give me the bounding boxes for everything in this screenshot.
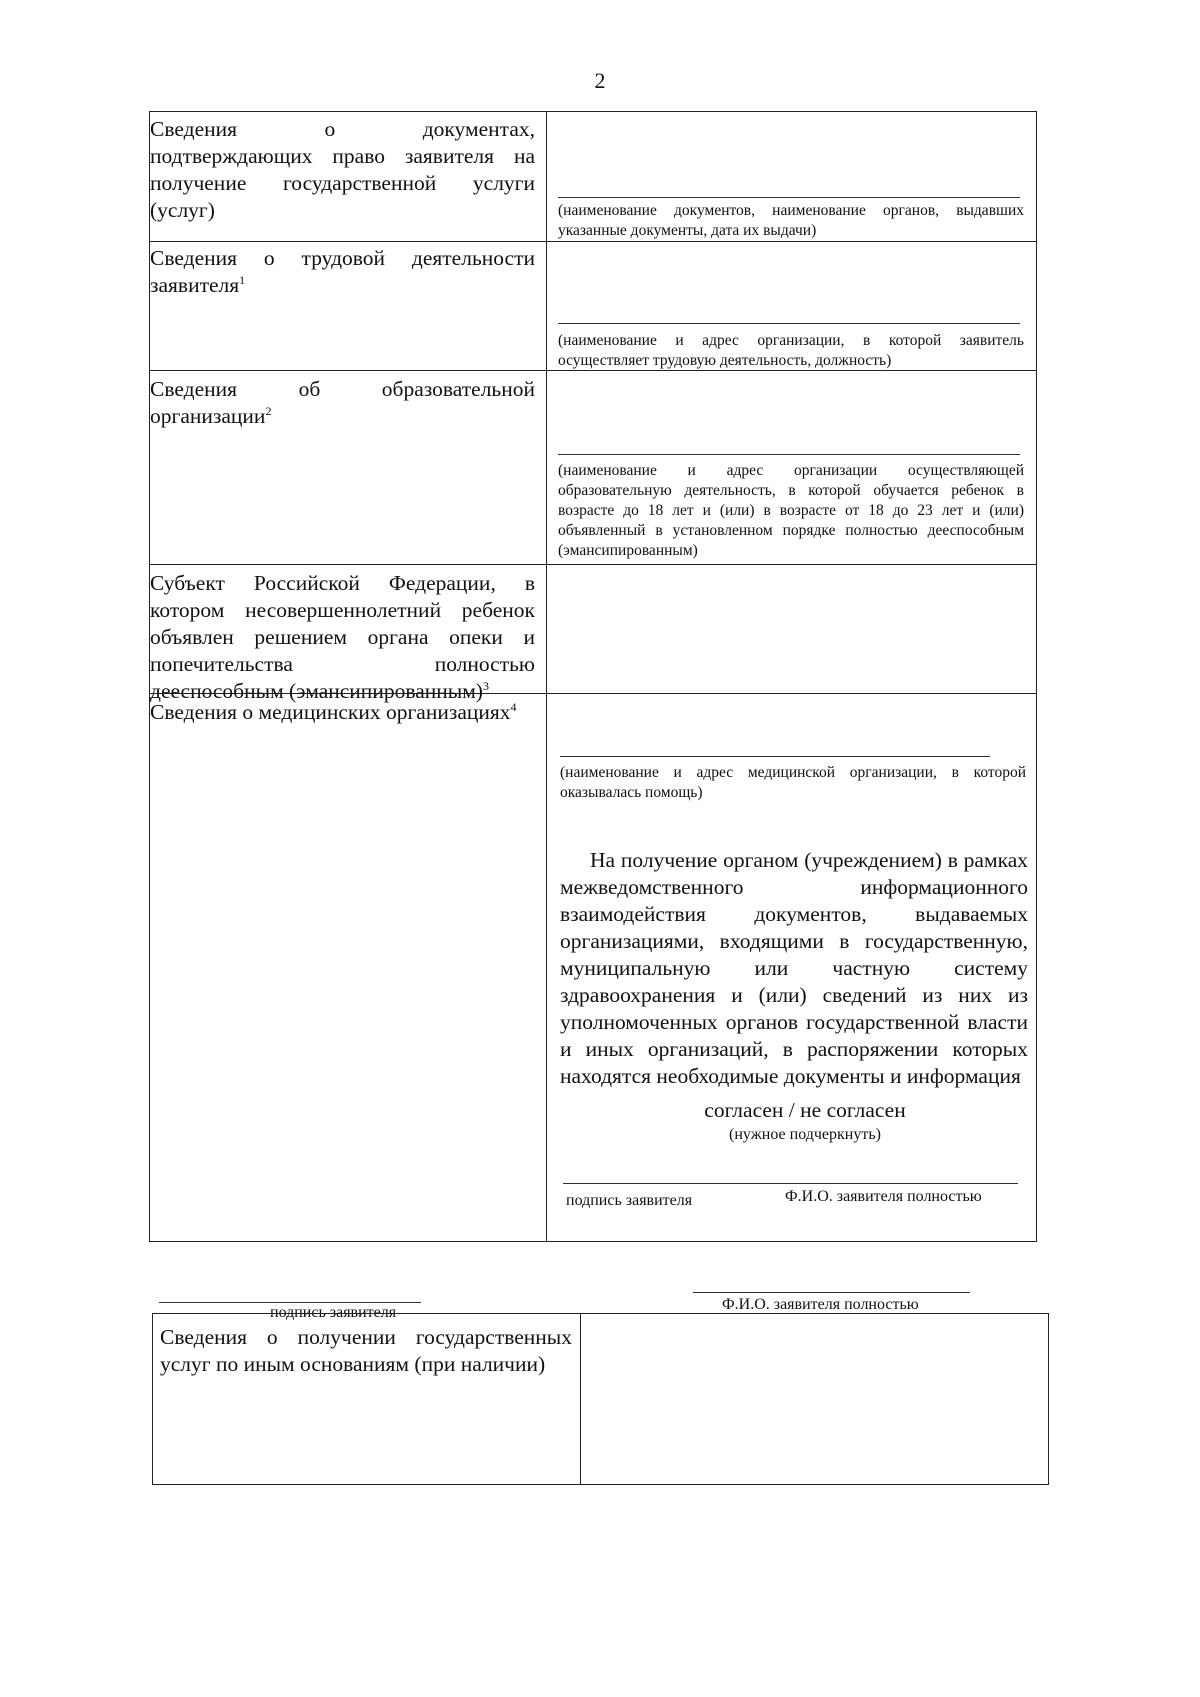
row-divider [149,241,1037,242]
bottom-name-line[interactable] [693,1292,970,1293]
consent-name-label: Ф.И.О. заявителя полностью [785,1188,982,1205]
consent-signature-line[interactable] [563,1183,1018,1184]
row-label-text: Сведения о медицинских организациях [150,700,511,724]
footnote-marker: 4 [510,699,517,714]
row-label-emancipation-region [150,570,535,705]
row-label-text: Сведения об образовательной организации [150,377,535,428]
caption-education: (наименование и адрес организации осуществляющей образовательную деятельность, в которой обучается ребенок в возрасте до 18 лет и (или) в возрасте от 18 до 23 лет и (или) объявленный в установленном порядке полностью дееспособным (эмансипированным) [558,462,1024,559]
bottom-name-label: Ф.И.О. заявителя полностью [722,1296,919,1313]
row-label-employment [150,245,535,299]
row-label-text: Сведения о трудовой деятельности заявителя [150,246,535,297]
page-number: 2 [594,68,606,93]
fill-line-medical[interactable] [560,756,990,757]
bottom-signature-label: подпись заявителя [270,1304,397,1321]
row-divider [149,564,1037,565]
consent-choice-hint: (нужное подчеркнуть) [729,1126,881,1143]
main-table-column-divider [546,111,547,1242]
consent-choice[interactable]: согласен / не согласен [704,1098,906,1122]
row-label-documents [150,116,535,224]
footnote-marker: 3 [482,678,489,693]
caption-employment: (наименование и адрес организации, в которой заявитель осуществляет трудовую деятельность, должность) [558,332,1024,369]
fill-line-education[interactable] [558,454,1020,455]
row-label-text: Сведения о документах, подтверждающих право заявителя на получение государственной услуги (услуг) [150,117,535,222]
row-label-text: Субъект Российской Федерации, в котором несовершеннолетний ребенок объявлен решением органа опеки и попечительства полностью дееспособным (эмансипированным) [150,571,535,703]
caption-documents: (наименование документов, наименование органов, выдавших указанные документы, дата их выдачи) [558,202,1024,239]
footnote-marker: 1 [239,272,246,287]
consent-signature-label: подпись заявителя [566,1192,693,1209]
footnote-marker: 2 [265,403,272,418]
consent-text: На получение органом (учреждением) в рамках межведомственного информационного взаимодействия документов, выдаваемых организациями, входящими в государственную, муниципальную или частную систему здравоохранения и (или) сведений из них из уполномоченных органов государственной власти и иных организаций, в распоряжении которых находятся необходимые документы и информация [560,848,1028,1088]
bottom-table-column-divider [580,1313,581,1485]
fill-line-employment[interactable] [558,323,1020,324]
row-label-medical [150,699,545,726]
row-label-other-services: Сведения о получении государственных услуг по иным основаниям (при наличии) [160,1325,572,1376]
caption-medical: (наименование и адрес медицинской организации, в которой оказывалась помощь) [560,764,1026,801]
row-label-education [150,376,535,430]
fill-line-documents[interactable] [558,197,1020,198]
bottom-signature-line[interactable] [159,1302,421,1303]
